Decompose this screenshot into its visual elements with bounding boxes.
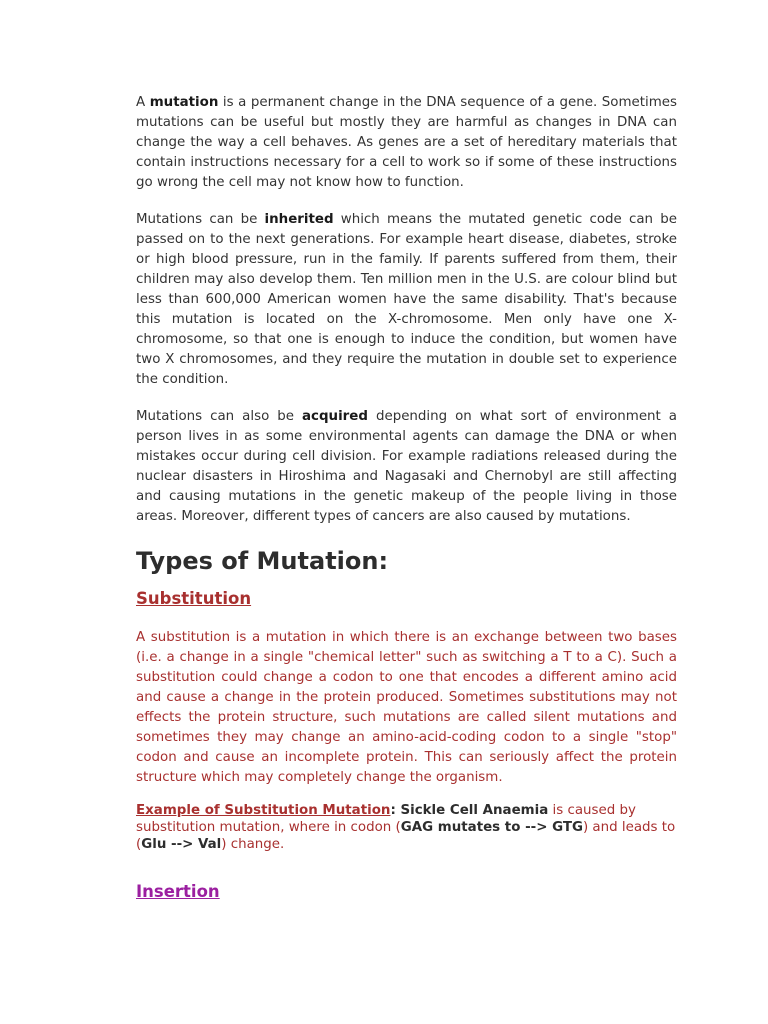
example-amino-acid: Glu --> Val <box>141 837 222 852</box>
substitution-heading: Substitution <box>136 589 252 608</box>
term-acquired: acquired <box>302 409 368 424</box>
example-colon: : <box>390 803 401 818</box>
text-run: ) and leads to ( <box>136 820 676 852</box>
substitution-example <box>136 802 677 853</box>
term-inherited: inherited <box>264 212 334 227</box>
example-codon: GAG mutates to --> GTG <box>400 820 583 835</box>
text-run: is a permanent change in the DNA sequence of a gene. Sometimes mutations can be useful but mostly they are harmful as changes in DNA can change the way a cell behaves. As genes are a set of hereditary materials that contain instructions necessary for a cell to work so if some of these instructions go wrong the cell may not know how to function. <box>136 95 677 190</box>
types-of-mutation-heading: Types of Mutation: <box>136 547 389 575</box>
paragraph-mutation-definition <box>136 93 677 193</box>
paragraph-acquired <box>136 407 677 527</box>
example-label: Example of Substitution Mutation <box>136 803 391 818</box>
text-run: A <box>136 95 150 110</box>
text-run: is caused by substitution mutation, where in codon ( <box>136 803 636 835</box>
text-run: Mutations can be <box>136 212 265 227</box>
text-run: which means the mutated genetic code can be passed on to the next generations. For example heart disease, diabetes, stroke or high blood pressure, run in the family. If parents suffered from them, their children may also develop them. Ten million men in the U.S. are colour blind but less than 600,000 American women have the same disability. That's because this mutation is located on the X-chromosome. Men only have one X-chromosome, so that one is enough to induce the condition, but women have two X chromosomes, and they require the mutation in double set to experience the condition. <box>136 212 677 387</box>
term-mutation: mutation <box>149 95 219 110</box>
substitution-paragraph: A substitution is a mutation in which there is an exchange between two bases (i.e. a change in a single "chemical letter" such as switching a T to a C). Such a substitution could change a codon to one that encodes a different amino acid and cause a change in the protein produced. Sometimes substitutions may not effects the protein structure, such mutations are called silent mutations and sometimes they may change an amino-acid-coding codon to a single "stop" codon and cause an incomplete protein. This can seriously affect the protein structure which may completely change the organism. <box>136 630 677 785</box>
text-run: Mutations can also be <box>136 409 302 424</box>
text-run: ) change. <box>221 837 285 852</box>
paragraph-inherited <box>136 210 677 390</box>
insertion-heading: Insertion <box>136 882 220 901</box>
example-disease: Sickle Cell Anaemia <box>400 803 549 818</box>
document-page <box>136 93 677 904</box>
text-run: depending on what sort of environment a person lives in as some environmental agents can damage the DNA or when mistakes occur during cell division. For example radiations released during the nuclear disasters in Hiroshima and Nagasaki and Chernobyl are still affecting and causing mutations in the genetic makeup of the people living in those areas. Moreover, different types of cancers are also caused by mutations. <box>136 409 677 524</box>
